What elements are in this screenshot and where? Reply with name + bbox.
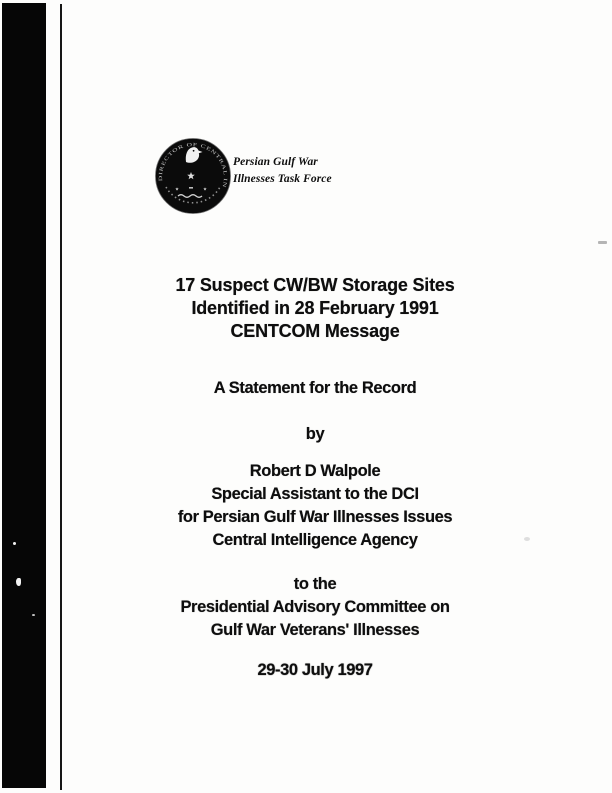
author-line: Central Intelligence Agency [212, 531, 418, 549]
document-title [40, 274, 590, 343]
recipient-line: Presidential Advisory Committee on [180, 598, 450, 616]
title-line: 17 Suspect CW/BW Storage Sites [175, 275, 455, 295]
event-date: 29-30 July 1997 [257, 661, 373, 679]
scan-speck [32, 614, 35, 616]
statement-label: A Statement for the Record [213, 379, 417, 397]
scan-artifact-dash [598, 241, 607, 244]
task-force-name-line1: Persian Gulf War [233, 156, 318, 168]
recipient-line: to the [293, 575, 337, 593]
scan-speck [13, 542, 16, 545]
author-block [40, 460, 590, 552]
recipient-block [40, 573, 590, 642]
byline: by [305, 425, 325, 443]
seal-rim-text: DIRECTOR OF CENTRAL IN [158, 143, 228, 187]
scan-speck [16, 578, 21, 586]
title-line: Identified in 28 February 1991 [191, 298, 439, 318]
task-force-name-line2: Illnesses Task Force [233, 173, 332, 185]
dci-seal-icon [154, 137, 232, 215]
title-line: CENTCOM Message [230, 321, 400, 341]
author-line: Robert D Walpole [249, 462, 381, 480]
recipient-line: Gulf War Veterans' Illnesses [210, 621, 420, 639]
task-force-name [233, 154, 332, 188]
author-line: Special Assistant to the DCI [211, 485, 419, 503]
author-line: for Persian Gulf War Illnesses Issues [177, 508, 453, 526]
